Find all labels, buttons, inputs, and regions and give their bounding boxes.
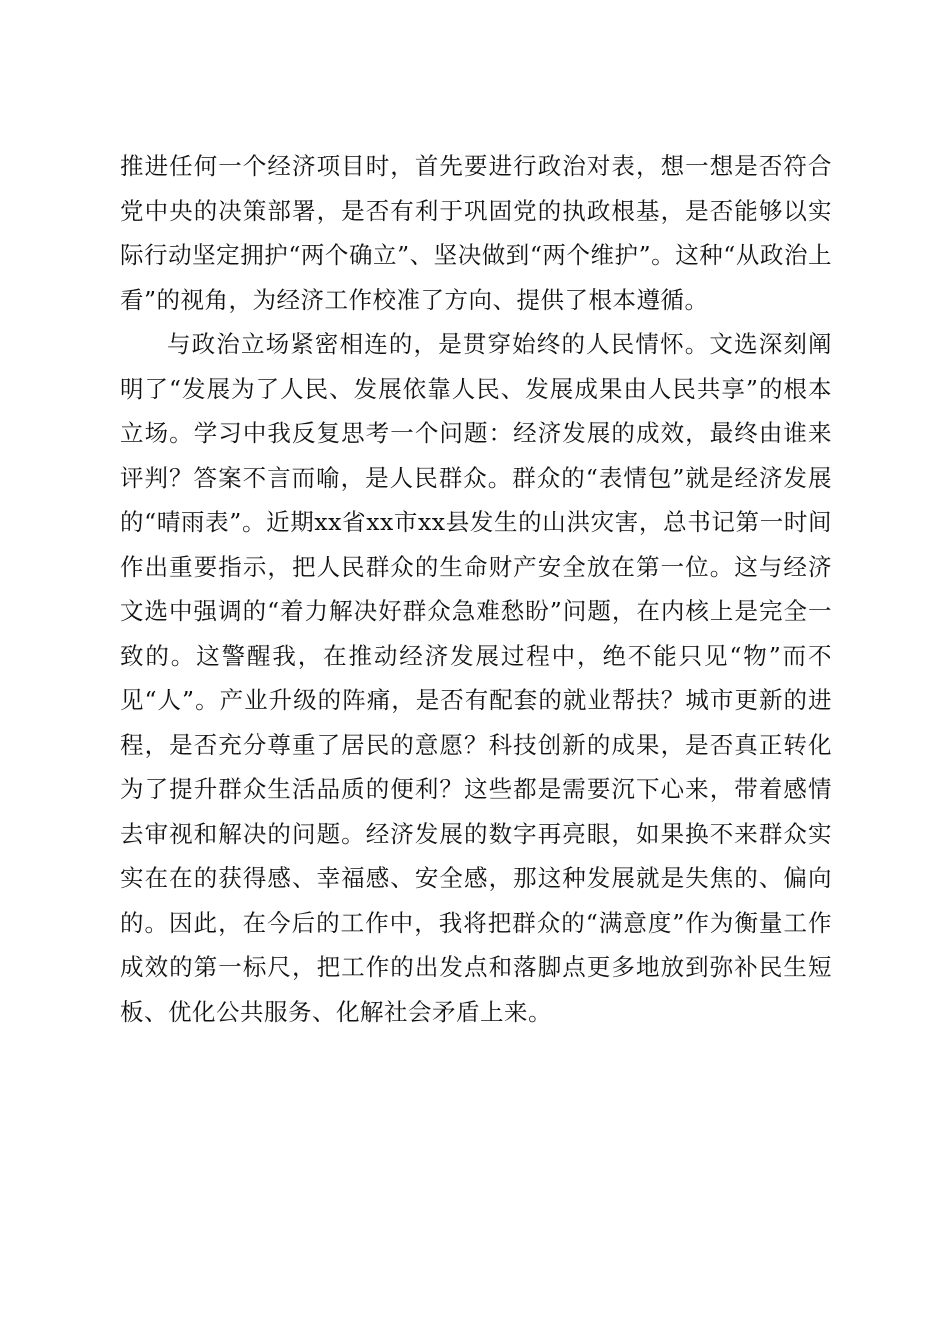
paragraph-2: 与政治立场紧密相连的，是贯穿始终的人民情怀。文选深刻阐明了“发展为了人民、发展依靠人民、发展成果由人民共享”的根本立场。学习中我反复思考一个问题：经济发展的成效，最终由谁来评判？答案不言而喻，是人民群众。群众的“表情包”就是经济发展的“晴雨表”。近期xx省xx市xx县发生的山洪灾害，总书记第一时间作出重要指示，把人民群众的生命财产安全放在第一位。这与经济文选中强调的“着力解决好群众急难愁盼”问题，在内核上是完全一致的。这警醒我，在推动经济发展过程中，绝不能只见“物”而不见“人”。产业升级的阵痛，是否有配套的就业帮扶？城市更新的进程，是否充分尊重了居民的意愿？科技创新的成果，是否真正转化为了提升群众生活品质的便利？这些都是需要沉下心来，带着感情去审视和解决的问题。经济发展的数字再亮眼，如果换不来群众实实在在的获得感、幸福感、安全感，那这种发展就是失焦的、偏向的。因此，在今后的工作中，我将把群众的“满意度”作为衡量工作成效的第一标尺，把工作的出发点和落脚点更多地放到弥补民生短板、优化公共服务、化解社会矛盾上来。: [120, 330, 832, 1026]
paragraph-1: 推进任何一个经济项目时，首先要进行政治对表，想一想是否符合党中央的决策部署，是否有利于巩固党的执政根基，是否能够以实际行动坚定拥护“两个确立”、坚决做到“两个维护”。这种“从政治上看”的视角，为经济工作校准了方向、提供了根本遵循。: [120, 152, 832, 314]
document-body: [120, 144, 832, 1034]
